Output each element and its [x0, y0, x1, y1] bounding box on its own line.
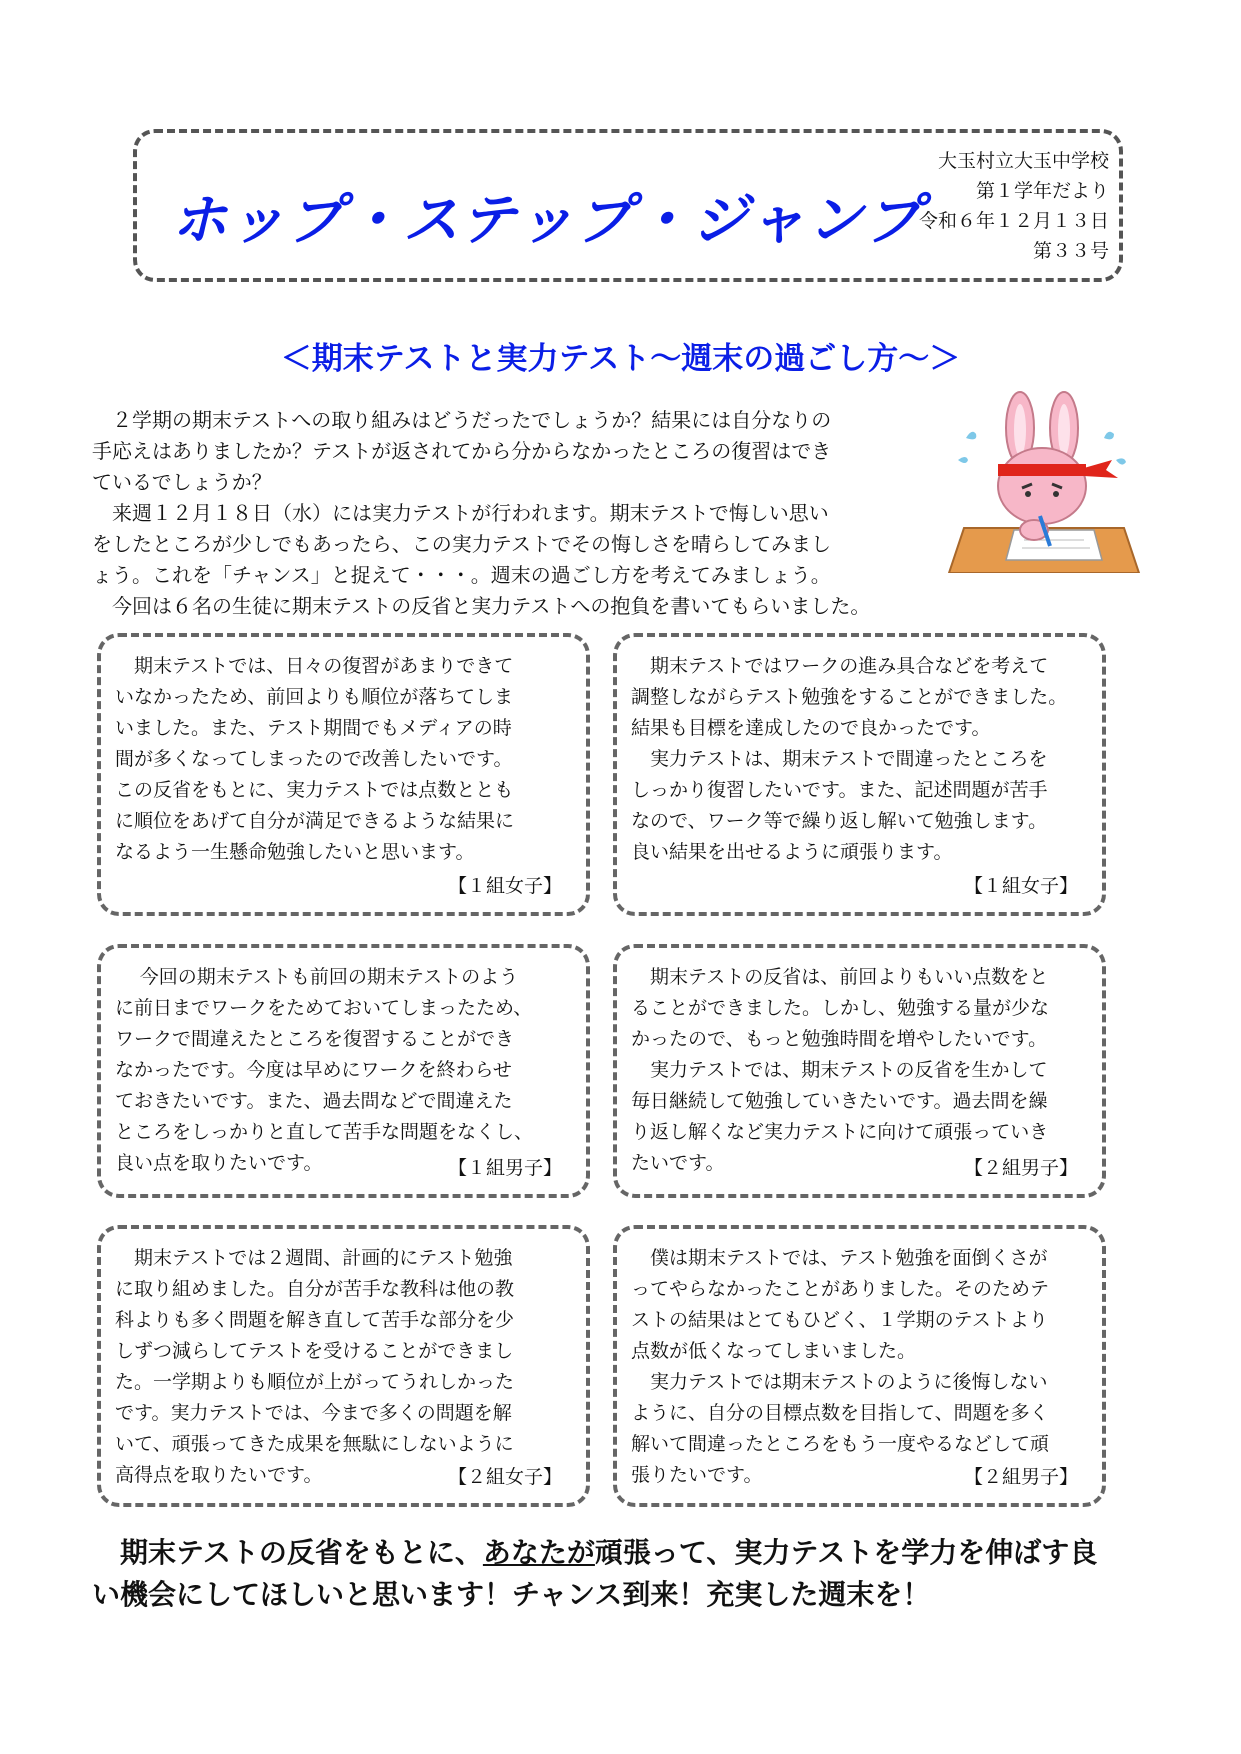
- student-comment-card: [613, 1225, 1106, 1507]
- comment-line: いて、頑張ってきた成果を無駄にしないように: [115, 1433, 514, 1455]
- closing-line-2: い機会にしてほしいと思います！チャンス到来！充実した週末を！: [92, 1578, 931, 1611]
- intro-line: 今回は６名の生徒に期末テストの反省と実力テストへの抱負を書いてもらいました。: [112, 594, 871, 618]
- comment-line: この反省をもとに、実力テストでは点数ととも: [115, 779, 514, 801]
- intro-line: 手応えはありましたか？テストが返されてから分からなかったところの復習はでき: [92, 439, 832, 463]
- comment-line: 調整しながらテスト勉強をすることができました。: [631, 686, 1068, 708]
- intro-line: ょう。これを「チャンス」と捉えて・・・。週末の過ごし方を考えてみましょう。: [92, 563, 831, 587]
- intro-line: をしたところが少しでもあったら、この実力テストでその悔しさを晴らしてみまし: [92, 532, 831, 556]
- intro-line: ２学期の期末テストへの取り組みはどうだったでしょうか？結果には自分なりの: [112, 408, 832, 432]
- comment-line: ストの結果はとてもひどく、１学期のテストより: [631, 1309, 1048, 1331]
- comment-line: かったので、もっと勉強時間を増やしたいです。: [631, 1028, 1048, 1050]
- comment-line: 今回の期末テストも前回の期末テストのよう: [139, 966, 519, 988]
- comment-line: り返し解くなど実力テストに向けて頑張っていき: [631, 1121, 1049, 1143]
- comment-line: 期末テストでは２週間、計画的にテスト勉強: [134, 1247, 513, 1269]
- comment-line: 高得点を取りたいです。: [115, 1464, 323, 1486]
- comment-line: 点数が低くなってしまいました。: [631, 1340, 917, 1362]
- author-signature: 【２組男子】: [963, 1466, 1078, 1488]
- comment-line: 間が多くなってしまったので改善したいです。: [115, 748, 513, 770]
- comment-line: 毎日継続して勉強していきたいです。過去問を繰: [631, 1090, 1048, 1112]
- comment-line: に前日までワークをためておいてしまったため、: [115, 997, 533, 1019]
- comment-line: ところをしっかりと直して苦手な問題をなくし、: [115, 1121, 534, 1143]
- author-signature: 【１組女子】: [447, 875, 562, 897]
- sweat-drop-icon: [958, 457, 968, 463]
- comment-line: 張りたいです。: [631, 1464, 763, 1486]
- comment-line: 結果も目標を達成したので良かったです。: [631, 717, 991, 739]
- intro-line: 来週１２月１８日（水）には実力テストが行われます。期末テストで悔しい思い: [112, 501, 829, 525]
- comment-line: なので、ワーク等で繰り返し解いて勉強します。: [631, 810, 1048, 832]
- comment-line: 期末テストの反省は、前回よりもいい点数をと: [650, 966, 1049, 988]
- author-signature: 【２組男子】: [963, 1157, 1078, 1179]
- comment-line: ることができました。しかし、勉強する量が少な: [631, 997, 1050, 1019]
- intro-text: [92, 405, 952, 622]
- comment-line: 実力テストでは期末テストのように後悔しない: [650, 1371, 1048, 1393]
- header-meta: [919, 146, 1109, 266]
- issue-date: 令和６年１２月１３日: [918, 210, 1109, 232]
- school-name: 大玉村立大玉中学校: [937, 150, 1109, 172]
- closing-emphasis: あなたが: [482, 1536, 595, 1569]
- comment-line: た。一学期よりも順位が上がってうれしかった: [115, 1371, 515, 1393]
- author-signature: 【１組女子】: [963, 875, 1078, 897]
- newsletter-title: ホップ・ステップ・ジャンプ: [171, 188, 923, 253]
- comment-line: ように、自分の目標点数を目指して、問題を多く: [631, 1402, 1049, 1424]
- comment-line: ってやらなかったことがありました。そのためテ: [631, 1278, 1050, 1300]
- closing-message: [92, 1532, 1097, 1616]
- student-comment-card: [613, 633, 1106, 916]
- comment-line: しっかり復習したいです。また、記述問題が苦手: [631, 779, 1048, 801]
- comment-line: いました。また、テスト期間でもメディアの時: [115, 717, 512, 739]
- sweat-drop-icon: [1104, 432, 1114, 440]
- comment-line: 僕は期末テストでは、テスト勉強を面倒くさが: [650, 1247, 1048, 1269]
- comment-line: 解いて間違ったところをもう一度やるなどして頑: [631, 1433, 1050, 1455]
- comment-line: 科よりも多く問題を解き直して苦手な部分を少: [115, 1309, 515, 1331]
- comment-line: ワークで間違えたところを復習することができ: [115, 1028, 515, 1050]
- comment-line: に順位をあげて自分が満足できるような結果に: [115, 810, 515, 832]
- comment-line: 良い点を取りたいです。: [115, 1152, 323, 1174]
- closing-text: 期末テストの反省をもとに、: [120, 1536, 483, 1569]
- comment-line: 期末テストでは、日々の復習があまりできて: [134, 655, 514, 677]
- comment-line: しずつ減らしてテストを受けることができまし: [115, 1340, 514, 1362]
- issue-number: 第３３号: [1032, 240, 1109, 262]
- intro-line: ているでしょうか？: [92, 470, 272, 494]
- rabbit-studying-illustration: [944, 388, 1144, 573]
- student-comment-card: [613, 944, 1106, 1198]
- comment-line: なかったです。今度は早めにワークを終わらせ: [115, 1059, 512, 1081]
- comment-line: 実力テストでは、期末テストの反省を生かして: [650, 1059, 1048, 1081]
- student-comment-card: [97, 633, 590, 916]
- sweat-drop-icon: [966, 432, 976, 440]
- comment-line: に取り組めました。自分が苦手な教科は他の教: [115, 1278, 515, 1300]
- closing-line-1: [92, 1532, 1097, 1574]
- author-signature: 【１組男子】: [447, 1157, 562, 1179]
- comment-line: いなかったため、前回よりも順位が落ちてしま: [115, 686, 514, 708]
- section-heading: ＜期末テストと実力テスト～週末の過ごし方～＞: [280, 341, 961, 377]
- comment-line: 実力テストは、期末テストで間違ったところを: [650, 748, 1048, 770]
- newsletter-name: 第１学年だより: [975, 180, 1109, 202]
- comment-line: です。実力テストでは、今まで多くの問題を解: [115, 1402, 512, 1424]
- student-comment-card: [97, 944, 590, 1198]
- comment-line: 良い結果を出せるように頑張ります。: [631, 841, 953, 863]
- closing-text: 頑張って、実力テストを学力を伸ばす良: [594, 1536, 1098, 1569]
- comment-line: たいです。: [631, 1152, 725, 1174]
- comment-line: 期末テストではワークの進み具合などを考えて: [650, 655, 1049, 677]
- sweat-drop-icon: [1116, 458, 1126, 464]
- student-comment-card: [97, 1225, 590, 1507]
- comment-line: なるよう一生懸命勉強したいと思います。: [115, 841, 475, 863]
- comment-line: ておきたいです。また、過去問などで間違えた: [115, 1090, 513, 1112]
- author-signature: 【２組女子】: [447, 1466, 562, 1488]
